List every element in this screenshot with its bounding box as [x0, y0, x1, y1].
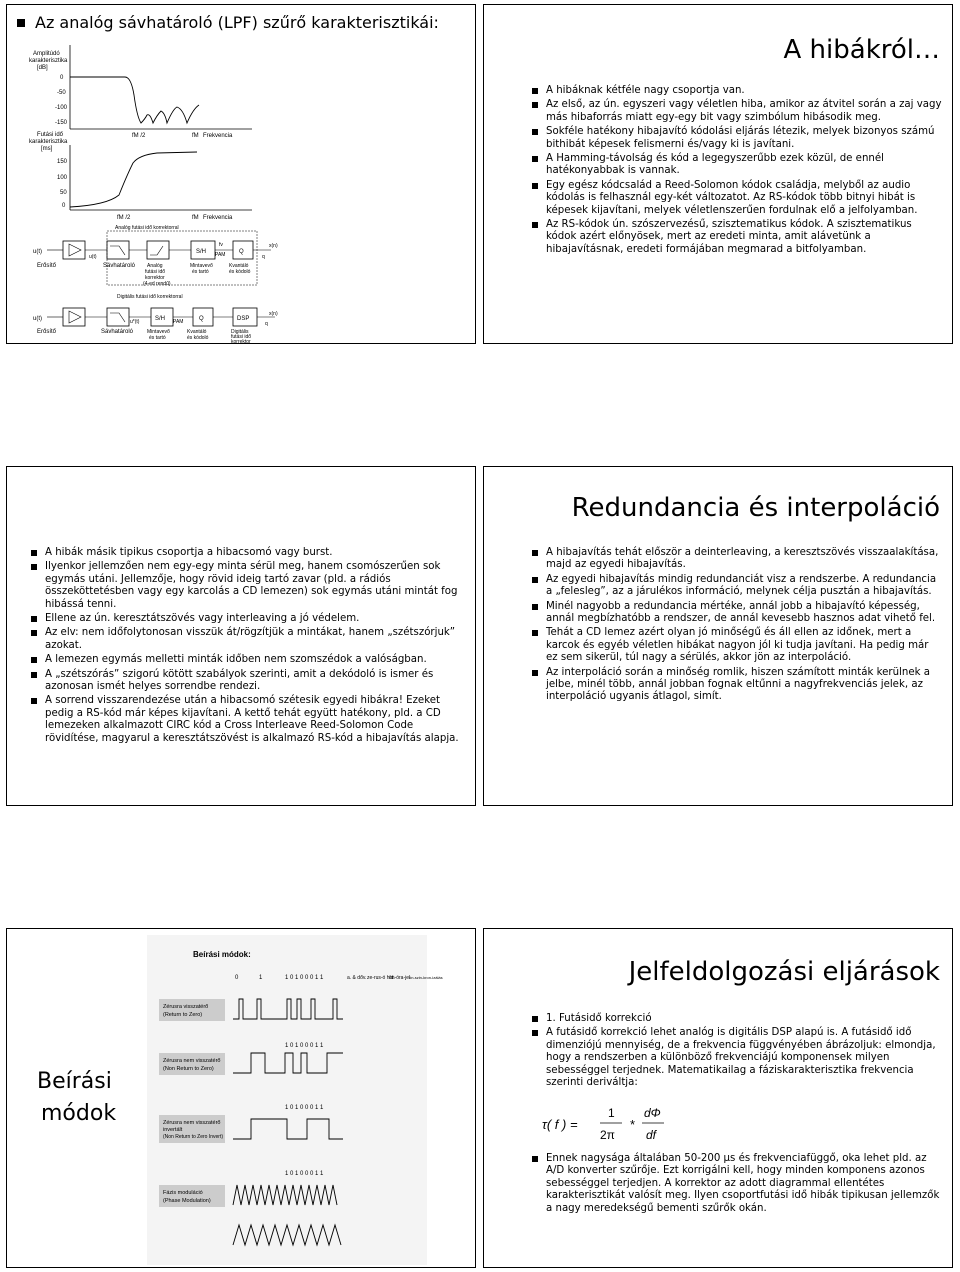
lpf-block-d: [107, 308, 129, 326]
time-tick: 100: [57, 175, 68, 181]
formula-den1: 2π: [600, 1128, 615, 1142]
xn-label: x(n): [269, 243, 278, 249]
q-small: q: [262, 254, 265, 260]
formula-times: *: [630, 1117, 636, 1132]
slide-title: Jelfeldolgozási eljárások: [628, 957, 940, 987]
list-item: Ilyenkor jellemzően nem egy-egy minta sérül meg, hanem csomószerűen sok egymás utáni. Jellemzője, hogy rövid ideig tartó zavar (pld. a rádiós összeköttetésben vagy egy karcolás a CD lemezen) sok egymás utáni mintát fog hibássá tenni.: [31, 561, 461, 611]
col-1: 1: [259, 975, 263, 981]
col-4: ze-rus-ó hid.: [367, 975, 395, 981]
digitalis-2: futási idő: [231, 334, 252, 340]
list-item: Az interpoláció során a minőség romlik, hiszen számított minták kerülnek a jelbe, minél több, annál jobban fognak eltűnni a nagyfrekvenciás jelek, az interpoláció ugyanis átlagol, simít.: [532, 667, 942, 704]
ut-label-2: u(t): [89, 254, 97, 260]
dsp-label: DSP: [237, 316, 250, 322]
list-item: Tehát a CD lemez azért olyan jó minőségű és áll ellen az időnek, mert a karcok és egyéb véletlen hibákat nagyon jól ki tudja javítani. Ha pedig már ez sem sikerül, túl nagy a sérülés, akkor jön az interpoláció.: [532, 627, 942, 664]
time-tick: 0: [62, 203, 66, 209]
bullet-list-bottom: [532, 1153, 942, 1217]
mintavevo-2: és tartó: [192, 269, 209, 275]
time-label-2: karakterisztika: [29, 139, 68, 145]
amp-tick: 0: [60, 75, 64, 81]
erosito-label: Erősítő: [37, 263, 57, 269]
svg-text:1 0 1 0 0 0 1 1: 1 0 1 0 0 0 1 1: [285, 1043, 324, 1049]
col-0: 0: [235, 975, 239, 981]
korrektor-2: futási idő: [145, 269, 166, 275]
fm-label: fM: [192, 133, 199, 139]
pam-label-d: PAM: [173, 319, 184, 325]
list-item: Minél nagyobb a redundancia mértéke, annál jobb a hibajavító képesség, annál megbízhatóbb a rendszer, de annál kevesebb hasznos adat vihető fel.: [532, 601, 942, 626]
kvantalo-2: és kódoló: [229, 269, 251, 275]
q-small-d: q: [265, 321, 268, 327]
list-item: A futásidő korrekció lehet analóg is digitális DSP alapú is. A futásidő idő dimenziójú mennyiség, de a frekvencia függvényében ábrázoljuk: elmondja, hogy a rendszerben a különböző frekvenciájú komponensek milyen sebességgel terjednek. Matematikailag a fáziskarakterisztika frekvencia szerinti deriváltja:: [532, 1027, 942, 1089]
time-tick: 50: [60, 190, 67, 196]
list-item: A sorrend visszarendezése után a hibacsomó szétesik egyedi hibákra! Ezeket pedig a RS-kód már képes kijavítani. A kettő tehát együtt hatékony, pld. a CD lemezeken alkalmazott CIRC kód a Cross Interleave Reed-Solomon Code rövidítése, magyarul a keresztátszövést is alkalmazó RS-kód a hibajavítás alapja.: [31, 695, 461, 745]
q-label: Q: [239, 249, 244, 255]
svg-text:1 0 1 0 0 0 1 1: 1 0 1 0 0 0 1 1: [285, 1171, 324, 1177]
panel-title: Beírási módok:: [193, 950, 251, 959]
row4-name-b: (Phase Modulation): [163, 1198, 211, 1204]
freq-label-b: Frekvencia: [203, 215, 233, 221]
ut-label: u(t): [33, 249, 42, 255]
slide-errors: [483, 4, 953, 344]
mintavevo-d1: Mintavevő: [147, 329, 170, 335]
time-label-1: Futási idő: [37, 132, 64, 138]
list-item: Ellene az ún. keresztátszövés vagy interleaving a jó védelem.: [31, 613, 461, 625]
mintavevo-d2: és tartó: [149, 335, 166, 341]
amp-label-1: Amplitúdó: [33, 51, 60, 57]
pam-label: PAM: [215, 252, 226, 258]
korrektor-1: Analóg: [147, 263, 163, 269]
formula-den2: df: [646, 1128, 657, 1142]
analog-corrector-block: [147, 241, 169, 259]
time-curve: [70, 152, 197, 207]
bullet-list: [532, 85, 942, 258]
list-item: A hibáknak kétféle nagy csoportja van.: [532, 85, 942, 97]
amp-tick: -50: [57, 90, 66, 96]
col-3: a. & dőv.: [347, 975, 367, 981]
row3-name-c: (Non Return to Zero Invert): [163, 1134, 224, 1140]
time-tick: 150: [57, 159, 68, 165]
digitalis-3: korrektor: [231, 339, 251, 345]
slide-title-line1: Beírási: [37, 1069, 112, 1094]
analog-chain-title: Analóg futási idő korrektorral: [115, 225, 179, 231]
slide-lpf-characteristics: [6, 4, 476, 344]
amp-label-3: [dB]: [37, 65, 48, 71]
lpf-block: [107, 241, 129, 259]
col-6: ön-szin-kron-izálás: [409, 975, 443, 980]
list-item: A hibák másik tipikus csoportja a hibacsomó vagy burst.: [31, 547, 461, 559]
list-item: A Hamming-távolság és kód a legegyszerűbb ezek közül, de ennél hatékonyabbak is vannak.: [532, 153, 942, 178]
list-item: A lemezen egymás melletti minták időben nem szomszédok a valóságban.: [31, 654, 461, 666]
sh-label-d: S/H: [155, 316, 166, 322]
row3-name-b: invertált: [163, 1127, 183, 1133]
slide-signal-processing: [483, 928, 953, 1268]
sh-label: S/H: [196, 249, 207, 255]
xn-label-d: x(n): [269, 311, 278, 317]
fv-label: fv: [219, 242, 223, 248]
digitalis-1: Digitális: [231, 329, 249, 335]
list-item: Az egyedi hibajavítás mindig redundanciát visz a rendszerbe. A redundancia a „felesleg”, az a járulékos információ, melynek célja pusztán a hibajavítás.: [532, 574, 942, 599]
amplifier-block-d: [63, 308, 85, 326]
slide-title: Az analóg sávhatároló (LPF) szűrő karakterisztikái:: [35, 13, 439, 32]
list-item: Az elv: nem időfolytonosan visszük át/rögzítjük a mintákat, hanem „szétszórjuk” azokat.: [31, 627, 461, 652]
list-item: A hibajavítás tehát először a deinterleaving, a keresztszövés visszaalakítása, majd az egyedi hibajavítás.: [532, 547, 942, 572]
kvantalo-1: Kvantáló: [229, 263, 249, 269]
row3-name-a: Zérusra nem visszatérő: [163, 1120, 221, 1126]
list-item: Ennek nagysága általában 50-200 μs és frekvenciafüggő, oka lehet pld. az A/D konverter szűrője. Ezt korrigálni kell, hogy minden komponens azonos sebességgel terjedjen. A korrektor az adott diagrammal ellentétes karakterisztikát valósít meg. Ilyen csoportfutási idő hibák tipikusan jellemzők a nagy meredekségű bementi szűrők okán.: [532, 1153, 942, 1215]
list-item: Az első, az ún. egyszeri vagy véletlen hiba, amikor az átvitel során a zaj vagy más hibaforrás miatt egy-egy bit vagy szimbólum hibásodik meg.: [532, 99, 942, 124]
list-item: Sokféle hatékony hibajavító kódolási eljárás létezik, melyek bizonyos számú bithibát képesek felismerni és/vagy ki is javítani.: [532, 126, 942, 151]
amp-tick: -150: [55, 120, 68, 126]
digital-chain-title: Digitális futási idő korrektorral: [117, 294, 183, 300]
list-item: Egy egész kódcsalád a Reed-Solomon kódok családja, melyből az audio kódolás is felhasznál egy-két változatot. Az RS-kódok több bitnyi hibát is képesek kijavítani, melyek véletlenszerűen fordulnak elő a jelfolyamban.: [532, 180, 942, 217]
fm2-label: fM /2: [132, 133, 146, 139]
korrektor-3: korrektor: [145, 275, 165, 281]
savhatarolo-label-d: Sávhatároló: [101, 329, 134, 335]
time-label-3: [ms]: [41, 146, 53, 152]
amp-curve: [70, 77, 199, 123]
mintavevo-1: Mintavevő: [190, 263, 213, 269]
list-item: Az RS-kódok ún. szószervezésű, szisztematikus kódok. A szisztematikus kódok azért előnyösek, mert az eredeti minta, amit alávetünk a hibajavításnak, eredeti formájában megmarad a bitfolyamban.: [532, 219, 942, 256]
savhatarolo-label: Sávhatároló: [103, 263, 136, 269]
formula-num1: 1: [608, 1106, 615, 1120]
erosito-label-d: Erősítő: [37, 329, 57, 335]
slide-redundancy: [483, 466, 953, 806]
row2-name-a: Zérusra nem visszatérő: [163, 1058, 221, 1064]
kvantalo-d1: Kvantáló: [187, 329, 207, 335]
formula-num2: dΦ: [644, 1106, 661, 1120]
q-label-d: Q: [199, 316, 204, 322]
bullet-list: [31, 547, 461, 747]
col-5: ön-óra-jel: [389, 975, 411, 981]
list-item: 1. Futásidő korrekció: [532, 1013, 942, 1025]
fm-label-b: fM: [192, 215, 199, 221]
bullet-list-top: [532, 1013, 942, 1091]
slide-title: Redundancia és interpoláció: [571, 493, 940, 523]
freq-label: Frekvencia: [203, 133, 233, 139]
col-2: 1 0 1 0 0 0 1 1: [285, 975, 324, 981]
write-modes-figure: [147, 935, 443, 1265]
fm2-label-b: fM /2: [117, 215, 131, 221]
korrektor-4: (4-ed rendű): [143, 281, 171, 287]
slide-burst-errors: [6, 466, 476, 806]
amp-tick: -100: [55, 105, 68, 111]
slide-title-line2: módok: [41, 1101, 117, 1126]
amp-label-2: karakterisztika: [29, 58, 68, 64]
row1-name-a: Zérusra visszatérő: [163, 1004, 209, 1010]
slide-title: A hibákról…: [783, 35, 940, 65]
row1-name-b: (Return to Zero): [163, 1012, 203, 1018]
kvantalo-d2: és kódoló: [187, 335, 209, 341]
lpf-diagram: [7, 5, 477, 345]
ut-label-d: u(t): [33, 316, 42, 322]
row2-name-b: (Non Return to Zero): [163, 1066, 214, 1072]
svg-text:1 0 1 0 0 0 1 1: 1 0 1 0 0 0 1 1: [285, 1105, 324, 1111]
formula-lhs: τ( f ) =: [542, 1117, 578, 1132]
derivative-formula: [542, 1099, 742, 1149]
row4-name-a: Fázis moduláció: [163, 1190, 203, 1196]
slide-write-modes: [6, 928, 476, 1268]
bullet-list: [532, 547, 942, 706]
ut2-label: u*(t): [130, 319, 140, 325]
list-item: A „szétszórás” szigorú kötött szabályok szerinti, amit a dekódoló is ismer és azonosan ismét helyes sorrendbe rendezi.: [31, 669, 461, 694]
amplifier-block: [63, 241, 85, 259]
